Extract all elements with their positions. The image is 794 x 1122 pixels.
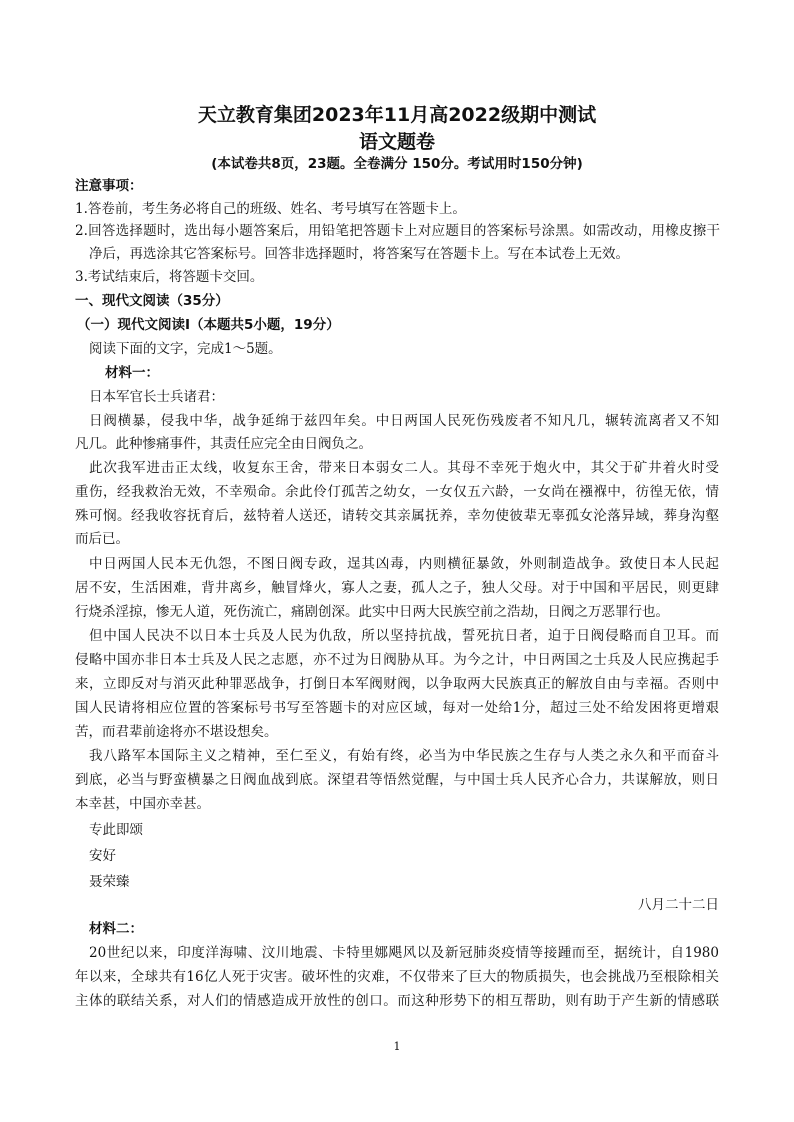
- page-number: 1: [393, 1040, 401, 1053]
- letter-salutation: 日本军官长士兵诸君：: [89, 389, 224, 405]
- letter-closing: 安好: [89, 848, 116, 864]
- paragraph-line: 本幸甚，中国亦幸甚。: [75, 796, 210, 812]
- paragraph-line: 日阀横暴，侵我中华，战争延绵于兹四年矣。中日两国人民死伤残废者不知凡几，辗转流离者又不知: [89, 413, 719, 429]
- letter-date: 八月二十二日: [638, 897, 719, 913]
- material-label: 材料一：: [105, 365, 159, 381]
- paragraph-line: 年以来，全球共有16亿人死于灾害。破坏性的灾难，不仅带来了巨大的物质损失，也会挑战乃至根除相关: [75, 969, 719, 985]
- paragraph-line: 20世纪以来，印度洋海啸、汶川地震、卡特里娜飓风以及新冠肺炎疫情等接踵而至，据统计，自1980: [89, 945, 719, 961]
- material-label: 材料二：: [89, 921, 143, 937]
- paragraph-line: 重伤，经我救治无效，不幸殒命。余此伶仃孤苦之幼女，一女仅五六龄，一女尚在襁褓中，彷徨无依，情: [75, 484, 719, 500]
- paragraph-line: 中日两国人民本无仇怨，不图日阀专政，逞其凶毒，内则横征暴敛，外则制造战争。致使日本人民起: [89, 556, 719, 572]
- paragraph-line: 我八路军本国际主义之精神，至仁至义，有始有终，必当为中华民族之生存与人类之永久和平而奋斗: [89, 748, 719, 764]
- exam-title: 天立教育集团2023年11月高2022级期中测试: [197, 104, 597, 126]
- letter-signature: 聂荣臻: [89, 874, 130, 890]
- notice-item-continued: 净后，再选涂其它答案标号。回答非选择题时，将答案写在答题卡上。写在本试卷上无效。: [89, 246, 629, 262]
- paragraph-line: 侵略中国亦非日本士兵及人民之志愿，亦不过为日阀胁从耳。为今之计，中日两国之士兵及人民应携起手: [75, 652, 719, 668]
- paragraph-line: 而后已。: [75, 531, 129, 547]
- paragraph-line: 殊可悯。经我收容抚育后，兹特着人送还，请转交其亲属抚养，幸勿使彼辈无辜孤女沦落异域，葬身沟壑: [75, 508, 719, 524]
- paragraph-line: 主体的联结关系，对人们的情感造成开放性的创口。而这种形势下的相互帮助，则有助于产生新的情感联: [75, 993, 719, 1009]
- reading-instruction: 阅读下面的文字，完成1～5题。: [89, 341, 282, 357]
- section-heading: 一、现代文阅读（35分）: [75, 293, 229, 309]
- exam-subject-title: 语文题卷: [358, 131, 435, 153]
- paragraph-line: 行烧杀淫掠，惨无人道，死伤流亡，痛剧创深。此实中日两大民族空前之浩劫，日阀之万恶罪行也。: [75, 604, 669, 620]
- exam-info: (本试卷共8页，23题。全卷满分 150分。考试用时150分钟): [211, 156, 583, 172]
- paragraph-line: 来，立即反对与消灭此种罪恶战争，打倒日本军阀财阀，以争取两大民族真正的解放自由与幸福。否则中: [75, 676, 719, 692]
- paragraph-line: 国人民请将相应位置的答案标号书写至答题卡的对应区域，每对一处给1分，超过三处不给发困将更增艰: [75, 700, 719, 716]
- paragraph-line: 到底，必当与野蛮横暴之日阀血战到底。深望君等悟然觉醒，与中国士兵人民齐心合力，共谋解放，则日: [75, 772, 719, 788]
- notice-item: 2.回答选择题时，选出每小题答案后，用铅笔把答题卡上对应题目的答案标号涂黑。如需改动，用橡皮擦干: [75, 223, 720, 239]
- paragraph-line: 此次我军进击正太线，收复东王舍，带来日本弱女二人。其母不幸死于炮火中，其父于矿井着火时受: [89, 460, 719, 476]
- paragraph-line: 但中国人民决不以日本士兵及人民为仇敌，所以坚持抗战，誓死抗日者，迫于日阀侵略而自卫耳。而: [89, 628, 719, 644]
- paragraph-line: 苦，而君辈前途将亦不堪设想矣。: [75, 724, 278, 740]
- notice-item: 3.考试结束后，将答题卡交回。: [75, 269, 264, 285]
- sub-section-heading: （一）现代文阅读Ⅰ（本题共5小题，19分）: [77, 317, 340, 333]
- notice-item: 1.答卷前，考生务必将自己的班级、姓名、考号填写在答题卡上。: [75, 201, 466, 217]
- letter-closing: 专此即颂: [89, 822, 143, 838]
- paragraph-line: 居不安，生活困难，背井离乡，触冒烽火，寡人之妻，孤人之子，独人父母。对于中国和平居民，则更肆: [75, 580, 719, 596]
- paragraph-line: 凡几。此种惨痛事件，其责任应完全由日阀负之。: [75, 436, 372, 452]
- notice-heading: 注意事项：: [75, 178, 143, 194]
